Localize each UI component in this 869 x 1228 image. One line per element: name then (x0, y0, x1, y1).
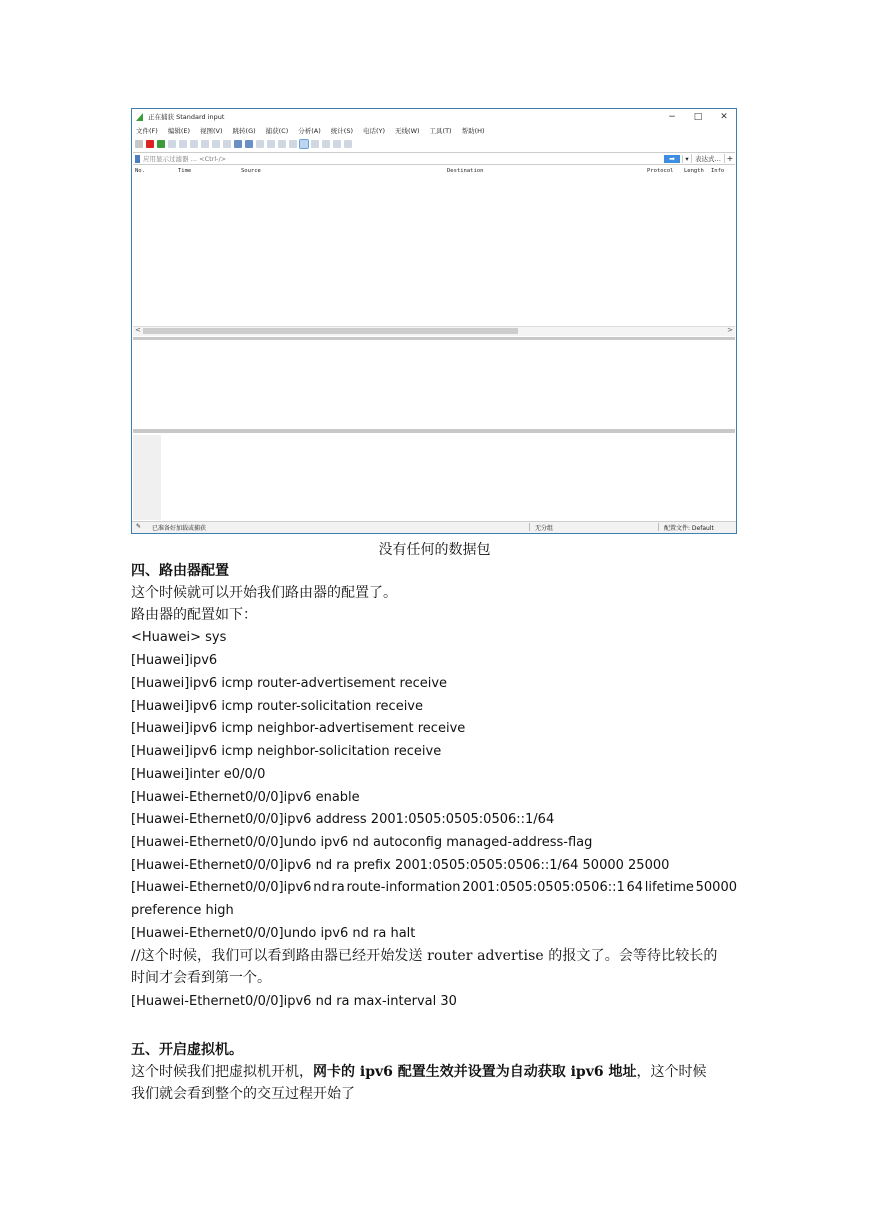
open-file-icon[interactable] (179, 140, 187, 148)
config-line: [Huawei-Ethernet0/0/0]undo ipv6 nd autoconfig managed-address-flag (131, 835, 593, 850)
menu-tools[interactable]: 工具(T) (429, 126, 452, 135)
paragraph-text: 我们就会看到整个的交互过程开始了 (131, 1086, 355, 1102)
column-protocol[interactable]: Protocol (647, 168, 674, 174)
route-word: 50000 (695, 880, 737, 895)
pane-splitter-2[interactable] (133, 429, 735, 433)
maximize-button[interactable]: □ (693, 111, 703, 122)
scroll-right-arrow[interactable]: > (727, 326, 733, 334)
config-line: [Huawei]inter e0/0/0 (131, 767, 266, 782)
expression-button[interactable]: 表达式… (691, 154, 724, 163)
save-file-icon[interactable] (190, 140, 198, 148)
resize-columns-icon[interactable] (344, 140, 352, 148)
config-line: [Huawei]ipv6 icmp neighbor-solicitation receive (131, 744, 442, 759)
menu-telephony[interactable]: 电话(Y) (363, 126, 386, 135)
reload-icon[interactable] (212, 140, 220, 148)
last-packet-icon[interactable] (278, 140, 286, 148)
config-line: [Huawei]ipv6 icmp router-solicitation receive (131, 699, 423, 714)
find-packet-icon[interactable] (223, 140, 231, 148)
expert-info-icon[interactable]: ✎ (136, 523, 142, 530)
go-back-icon[interactable] (234, 140, 242, 148)
capture-options-icon[interactable] (168, 140, 176, 148)
route-word: [Huawei-Ethernet0/0/0]ipv6 (131, 880, 312, 895)
config-line: <Huawei> sys (131, 630, 227, 645)
window-title: 正在捕获 Standard input (148, 113, 225, 121)
start-capture-icon[interactable] (135, 140, 143, 148)
menu-file[interactable]: 文件(F) (136, 126, 158, 135)
menu-wireless[interactable]: 无线(W) (395, 126, 420, 135)
packet-list-header (133, 167, 735, 176)
normal-size-icon[interactable] (333, 140, 341, 148)
zoom-in-icon[interactable] (311, 140, 319, 148)
menu-help[interactable]: 帮助(H) (461, 126, 485, 135)
status-ready-text: 已准备好加载或捕获 (152, 525, 207, 532)
config-line: [Huawei]ipv6 icmp router-advertisement receive (131, 676, 448, 691)
display-filter-bar (133, 152, 735, 165)
bookmark-icon[interactable] (135, 155, 140, 163)
close-file-icon[interactable] (201, 140, 209, 148)
column-no[interactable]: No. (135, 168, 145, 174)
route-word: lifetime (644, 880, 694, 895)
window-titlebar (132, 109, 736, 124)
menu-go[interactable]: 跳转(G) (232, 126, 256, 135)
menu-bar (136, 124, 485, 136)
menu-statistics[interactable]: 统计(S) (330, 126, 353, 135)
config-line: [Huawei-Ethernet0/0/0]ipv6 enable (131, 790, 360, 805)
filter-history-dropdown[interactable]: ▾ (682, 155, 691, 163)
config-line-halt: [Huawei-Ethernet0/0/0]undo ipv6 nd ra halt (131, 926, 416, 941)
window-controls (666, 109, 730, 124)
menu-capture[interactable]: 捕获(C) (265, 126, 289, 135)
route-information-continuation: preference high (131, 903, 234, 918)
note-line-1: //这个时候，我们可以看到路由器已经开始发送 router advertise 的报文了。会等待比较长的 (131, 948, 718, 964)
status-bar (132, 521, 736, 533)
shark-fin-icon (136, 113, 144, 121)
route-word: 64 (626, 880, 644, 895)
status-profile-text[interactable]: 配置文件: Default (664, 525, 714, 532)
menu-edit[interactable]: 编辑(E) (167, 126, 190, 135)
route-word: nd (313, 880, 330, 895)
config-line-max-interval: [Huawei-Ethernet0/0/0]ipv6 nd ra max-interval 30 (131, 994, 457, 1009)
go-to-packet-icon[interactable] (256, 140, 264, 148)
scroll-left-arrow[interactable]: < (135, 326, 141, 334)
main-toolbar (135, 138, 352, 150)
config-line: [Huawei]ipv6 icmp neighbor-advertisement receive (131, 721, 466, 736)
first-packet-icon[interactable] (267, 140, 275, 148)
note-line-2: 时间才会看到第一个。 (131, 970, 271, 986)
column-info[interactable]: Info (711, 168, 725, 174)
add-filter-button[interactable]: + (724, 154, 735, 163)
section-heading-5: 五、开启虚拟机。 (131, 1042, 243, 1058)
paragraph-text: ，这个时候 (636, 1064, 707, 1080)
menu-analyze[interactable]: 分析(A) (298, 126, 321, 135)
route-word: 2001:0505:0505:0506::1 (462, 880, 625, 895)
packet-bytes-offset-gutter (133, 435, 161, 520)
go-forward-icon[interactable] (245, 140, 253, 148)
intro-line-1: 这个时候就可以开始我们路由器的配置了。 (131, 585, 397, 601)
minimize-button[interactable]: − (668, 111, 676, 122)
column-length[interactable]: Length (684, 168, 704, 174)
status-packets-text: 无分组 (535, 525, 554, 532)
config-line: [Huawei]ipv6 (131, 653, 218, 668)
colorize-icon[interactable] (300, 140, 308, 148)
route-word: route-information (346, 880, 461, 895)
figure-caption: 没有任何的数据包 (378, 542, 491, 558)
route-information-line (131, 877, 737, 899)
column-destination[interactable]: Destination (447, 168, 484, 174)
packet-list-scrollbar[interactable] (133, 326, 735, 336)
auto-scroll-icon[interactable] (289, 140, 297, 148)
apply-filter-button[interactable]: ➡ (664, 155, 680, 163)
intro-line-2: 路由器的配置如下： (131, 607, 257, 623)
zoom-out-icon[interactable] (322, 140, 330, 148)
wireshark-window (131, 108, 737, 534)
config-line: [Huawei-Ethernet0/0/0]ipv6 address 2001:0505:0505:0506::1/64 (131, 812, 555, 827)
section-heading-4: 四、路由器配置 (131, 563, 229, 579)
close-button[interactable]: ✕ (720, 111, 728, 122)
status-divider (658, 523, 659, 531)
pane-splitter[interactable] (133, 337, 735, 340)
stop-capture-icon[interactable] (146, 140, 154, 148)
menu-view[interactable]: 视图(V) (200, 126, 223, 135)
paragraph-text: 这个时候我们把虚拟机开机， (131, 1064, 313, 1080)
scroll-thumb[interactable] (143, 328, 518, 334)
section-5-paragraph (131, 1061, 737, 1105)
config-line: [Huawei-Ethernet0/0/0]ipv6 nd ra prefix 2001:0505:0505:0506::1/64 50000 25000 (131, 858, 670, 873)
restart-capture-icon[interactable] (157, 140, 165, 148)
route-word: ra (331, 880, 345, 895)
column-time[interactable]: Time (178, 168, 192, 174)
status-divider (529, 523, 530, 531)
paragraph-bold-text: 网卡的 ipv6 配置生效并设置为自动获取 ipv6 地址 (313, 1064, 637, 1080)
column-source[interactable]: Source (241, 168, 261, 174)
display-filter-input[interactable]: 应用显示过滤器 … <Ctrl-/> (143, 155, 227, 163)
